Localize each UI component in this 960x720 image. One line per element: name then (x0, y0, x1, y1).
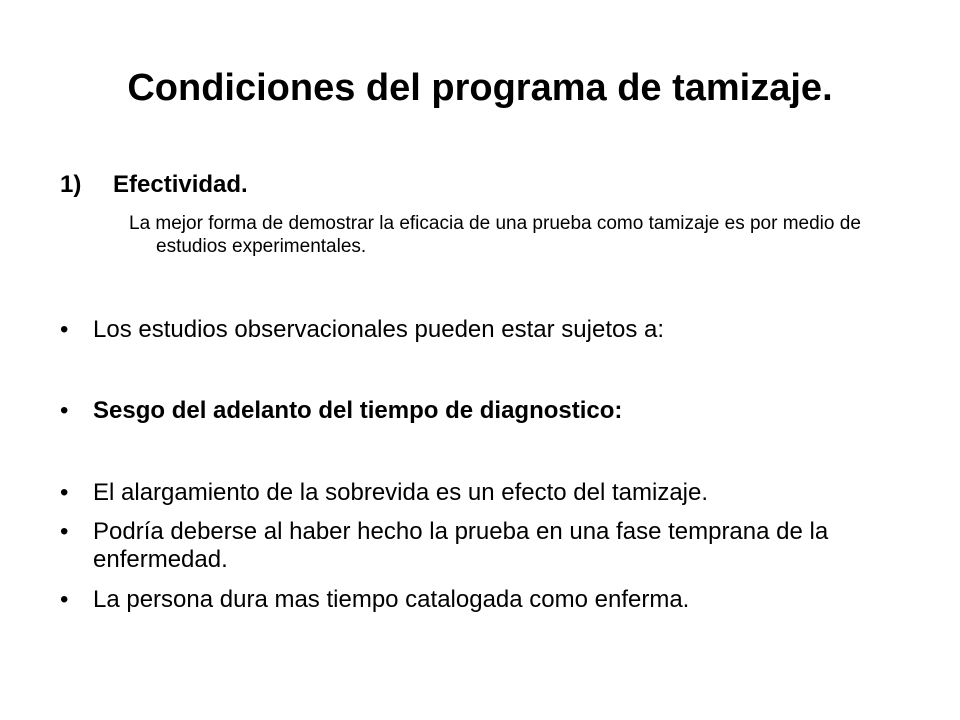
bullet-text: Sesgo del adelanto del tiempo de diagnostico: (93, 397, 623, 424)
bullet-marker: • (60, 479, 69, 506)
bullet-item (60, 479, 910, 507)
bullet-marker: • (60, 518, 69, 545)
bullet-marker: • (60, 316, 69, 343)
bullet-text: La persona dura mas tiempo catalogada como enferma. (93, 586, 690, 613)
bullet-item (60, 316, 910, 344)
bullet-item (60, 518, 910, 574)
numbered-item (60, 171, 248, 200)
item-description: La mejor forma de demostrar la eficacia de una prueba como tamizaje es por medio de estudios experimentales. (129, 213, 861, 257)
bullet-item (60, 397, 910, 425)
bullet-marker: • (60, 397, 69, 424)
bullet-text: Los estudios observacionales pueden estar sujetos a: (93, 316, 665, 343)
item-heading: Efectividad. (113, 171, 248, 198)
slide-title: Condiciones del programa de tamizaje. (127, 67, 833, 109)
bullet-text: Podría deberse al haber hecho la prueba en una fase temprana de la enfermedad. (93, 518, 829, 573)
bullet-text: El alargamiento de la sobrevida es un efecto del tamizaje. (93, 479, 709, 506)
bullet-marker: • (60, 586, 69, 613)
bullet-item (60, 586, 910, 614)
item-number: 1) (60, 171, 82, 198)
